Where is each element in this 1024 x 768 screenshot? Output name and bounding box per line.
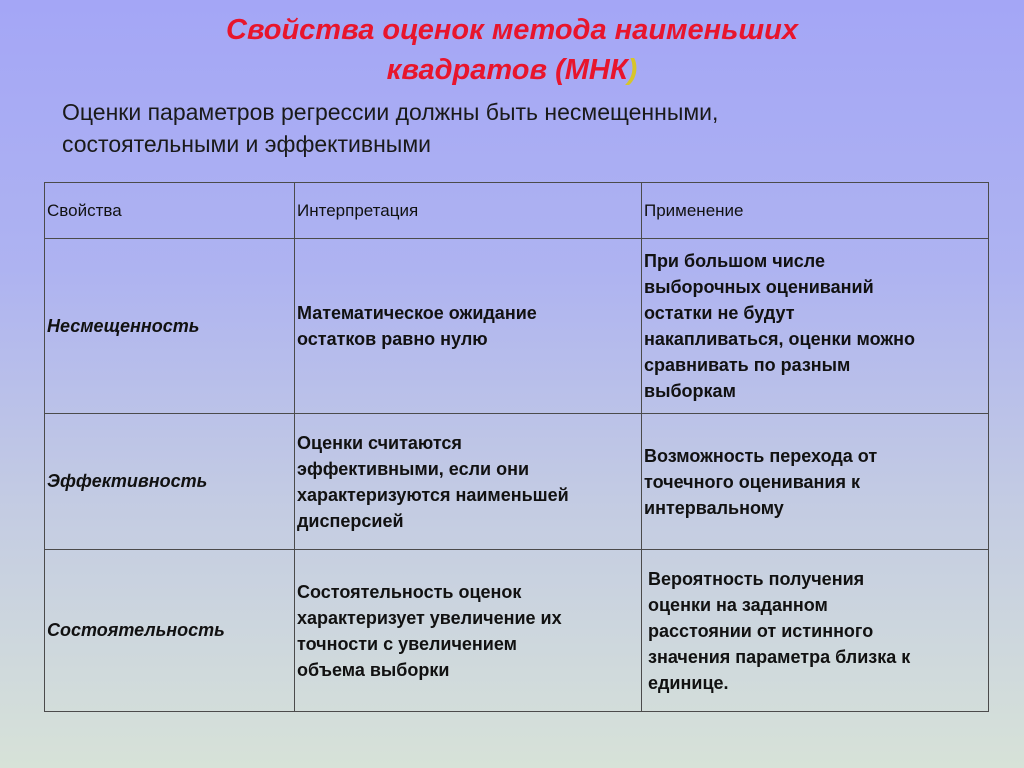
interpretation-cell: Состоятельность оценок характеризует увеличение их точности с увеличением объема выборки [295,550,642,712]
table-row [45,414,989,550]
application-cell: Вероятность получения оценки на заданном расстоянии от истинного значения параметра близка к единице. [642,550,989,712]
slide-title [0,10,1024,90]
interpretation-cell: Математическое ожидание остатков равно нулю [295,239,642,414]
slide-title-line1: Свойства оценок метода наименьших [226,14,798,46]
property-name: Состоятельность [45,550,295,712]
interpretation-cell: Оценки считаются эффективными, если они характеризуются наименьшей дисперсией [295,414,642,550]
properties-table [44,182,989,712]
application-cell: Возможность перехода от точечного оценивания к интервальному [642,414,989,550]
slide-title-paren: ) [627,54,638,86]
table-header-row [45,183,989,239]
slide-title-line2: квадратов (МНК [386,54,628,86]
header-application: Применение [642,183,989,239]
application-cell: При большом числе выборочных оцениваний остатки не будут накапливаться, оценки можно сравнивать по разным выборкам [642,239,989,414]
property-name: Несмещенность [45,239,295,414]
table-row [45,239,989,414]
header-properties: Свойства [45,183,295,239]
header-interpretation: Интерпретация [295,183,642,239]
slide-subtitle: Оценки параметров регрессии должны быть несмещенными, состоятельными и эффективными [62,99,719,157]
property-name: Эффективность [45,414,295,550]
table-row [45,550,989,712]
